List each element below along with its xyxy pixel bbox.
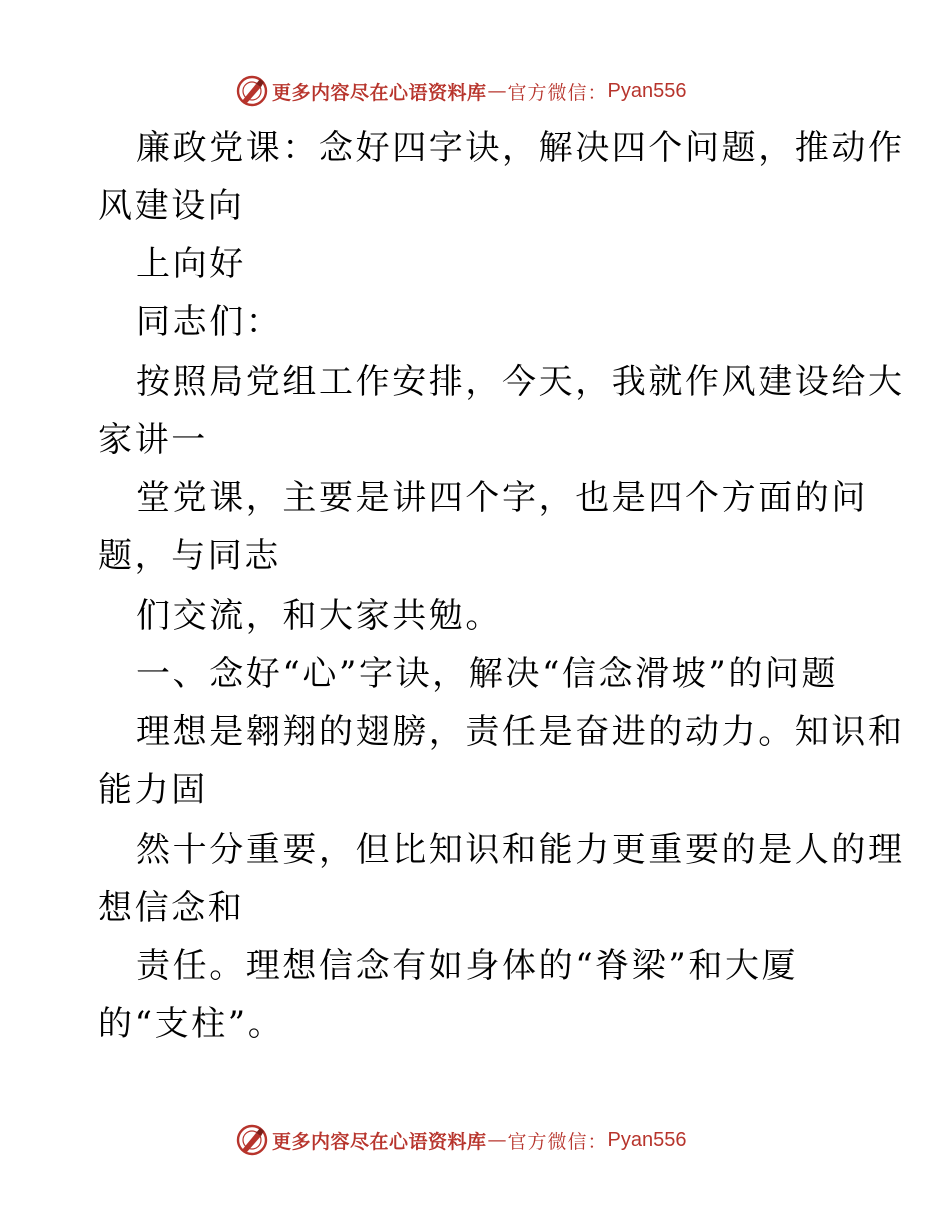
paragraph-line: 责任。理想信念有如身体的“脊梁”和大厦 xyxy=(136,946,799,986)
pen-logo-icon xyxy=(236,75,268,107)
title-line-1: 廉政党课：念好四字诀，解决四个问题，推动作 xyxy=(136,128,905,168)
paragraph-line: 题，与同志 xyxy=(98,536,281,576)
paragraph-line: 能力固 xyxy=(98,770,208,810)
watermark-text: 更多内容尽在心语资料库 xyxy=(272,1130,487,1153)
section-heading: 一、念好“心”字诀，解决“信念滑坡”的问题 xyxy=(136,654,839,694)
header-watermark xyxy=(236,74,687,108)
watermark-text: 更多内容尽在心语资料库 xyxy=(272,81,487,104)
paragraph-line: 们交流，和大家共勉。 xyxy=(136,596,502,636)
watermark-wechat-label: 官方微信： xyxy=(507,81,608,104)
paragraph-line: 理想是翱翔的翅膀，责任是奋进的动力。知识和 xyxy=(136,712,905,752)
salutation: 同志们： xyxy=(136,302,283,342)
paragraph-line: 然十分重要，但比知识和能力更重要的是人的理 xyxy=(136,830,905,870)
paragraph-line: 的“支柱”。 xyxy=(98,1004,285,1044)
paragraph-line: 堂党课，主要是讲四个字，也是四个方面的问 xyxy=(136,478,868,518)
watermark-wechat-id: Pyan556 xyxy=(607,79,687,102)
watermark-wechat-id: Pyan556 xyxy=(607,1128,687,1151)
watermark-dash: — xyxy=(487,80,507,102)
watermark-wechat-label: 官方微信： xyxy=(507,1130,608,1153)
paragraph-line: 家讲一 xyxy=(98,420,208,460)
paragraph-line: 按照局党组工作安排，今天，我就作风建设给大 xyxy=(136,362,905,402)
footer-watermark xyxy=(236,1123,687,1157)
pen-logo-icon xyxy=(236,1124,268,1156)
paragraph-line: 想信念和 xyxy=(98,888,245,928)
title-line-3: 上向好 xyxy=(136,244,246,284)
title-line-2: 风建设向 xyxy=(98,186,245,226)
watermark-dash: — xyxy=(487,1129,507,1151)
